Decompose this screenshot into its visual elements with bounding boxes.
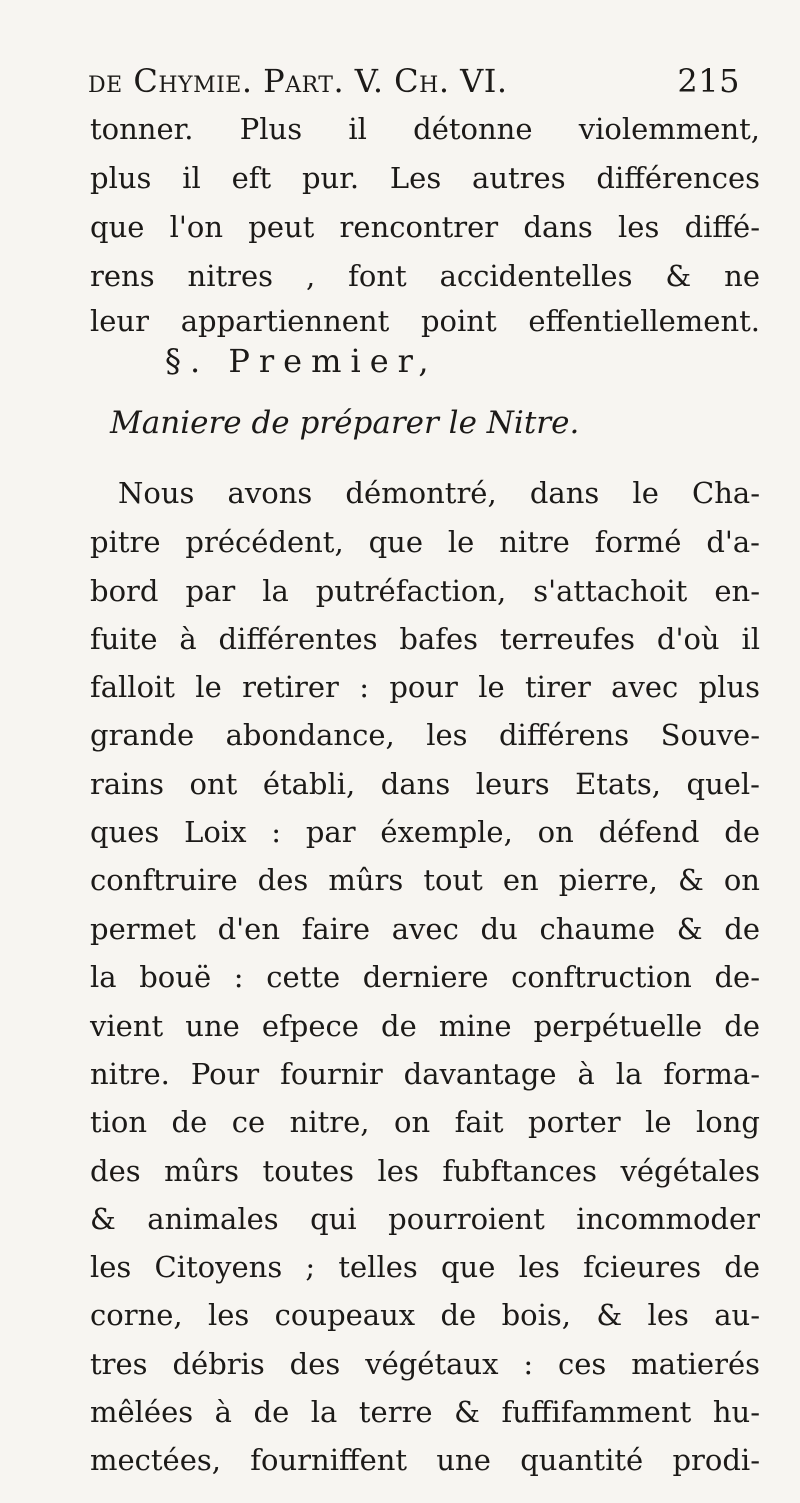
text-line: conftruire des mûrs tout en pierre, & on	[90, 863, 760, 897]
text-line: leur appartiennent point effentiellement.	[90, 304, 760, 338]
page-number: 215	[677, 62, 740, 100]
text-line: ques Loix : par éxemple, on défend de	[90, 815, 760, 849]
text-line: tonner. Plus il détonne violemment,	[90, 112, 760, 146]
text-line: corne, les coupeaux de bois, & les au-	[90, 1298, 760, 1332]
text-line: les Citoyens ; telles que les fcieures de	[90, 1250, 760, 1284]
section-heading: §. Premier,	[165, 342, 438, 380]
text-line: que l'on peut rencontrer dans les diffé-	[90, 210, 760, 244]
text-line: tres débris des végétaux : ces matierés	[90, 1347, 760, 1381]
text-line: Nous avons démontré, dans le Cha-	[118, 476, 760, 510]
text-line: bord par la putréfaction, s'attachoit en-	[90, 574, 760, 608]
text-line: nitre. Pour fournir davantage à la forma-	[90, 1057, 760, 1091]
text-line: des mûrs toutes les fubftances végétales	[90, 1154, 760, 1188]
text-line: fuite à différentes bafes terreufes d'où il	[90, 622, 760, 656]
text-line: mectées, fourniffent une quantité prodi-	[90, 1443, 760, 1477]
running-head-title: de Chymie. Part. V. Ch. VI.	[88, 62, 508, 100]
text-line: mêlées à de la terre & fuffifamment hu-	[90, 1395, 760, 1429]
running-head	[88, 62, 748, 106]
section-subtitle: Maniere de préparer le Nitre.	[110, 405, 580, 441]
text-line: falloit le retirer : pour le tirer avec plus	[90, 670, 760, 704]
text-line: grande abondance, les différens Souve-	[90, 718, 760, 752]
text-line: tion de ce nitre, on fait porter le long	[90, 1105, 760, 1139]
text-line: rains ont établi, dans leurs Etats, quel-	[90, 767, 760, 801]
text-line: rens nitres , font accidentelles & ne	[90, 259, 760, 293]
text-line: permet d'en faire avec du chaume & de	[90, 912, 760, 946]
text-line: la bouë : cette derniere conftruction de-	[90, 960, 760, 994]
text-line: pitre précédent, que le nitre formé d'a-	[90, 525, 760, 559]
text-line: vient une efpece de mine perpétuelle de	[90, 1009, 760, 1043]
text-line: plus il eft pur. Les autres différences	[90, 161, 760, 195]
text-line: & animales qui pourroient incommoder	[90, 1202, 760, 1236]
